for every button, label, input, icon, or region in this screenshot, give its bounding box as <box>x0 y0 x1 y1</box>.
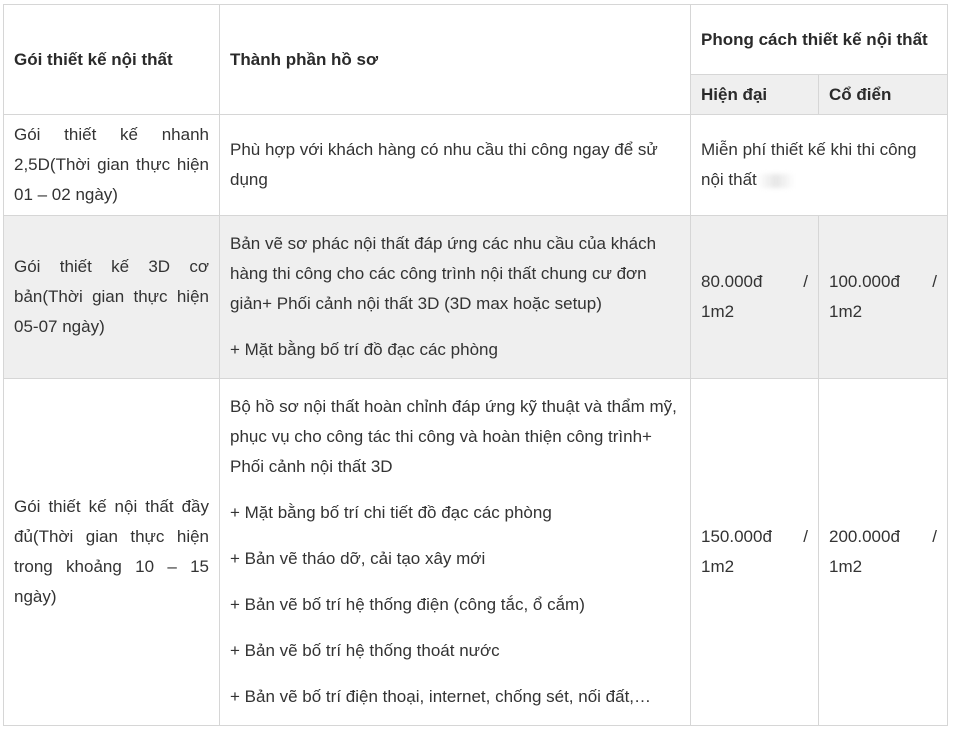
package-name: Gói thiết kế nội thất đầy đủ(Thời gian thực hiện trong khoảng 10 – 15 ngày) <box>4 379 220 726</box>
free-design-text: Miễn phí thiết kế khi thi công nội thất <box>701 140 917 189</box>
price-separator: / <box>803 527 808 546</box>
docs-line: + Bản vẽ bố trí điện thoại, internet, chống sét, nối đất,… <box>230 687 652 706</box>
header-docs: Thành phần hồ sơ <box>220 5 691 115</box>
docs-line: + Mặt bằng bố trí chi tiết đồ đạc các phòng <box>230 503 552 522</box>
price-amount: 80.000đ <box>701 272 763 291</box>
blurred-text <box>757 174 795 188</box>
header-package: Gói thiết kế nội thất <box>4 5 220 115</box>
price-unit: 1m2 <box>701 302 735 321</box>
package-docs <box>220 379 691 726</box>
docs-line: + Mặt bằng bố trí đồ đạc các phòng <box>230 340 498 359</box>
docs-line: Bản vẽ sơ phác nội thất đáp ứng các nhu cầu của khách hàng thi công cho các công trình nội thất chung cư đơn giản+ Phối cảnh nội thất 3D (3D max hoặc setup) <box>230 234 657 313</box>
table-row <box>4 115 948 216</box>
package-docs <box>220 216 691 379</box>
package-name: Gói thiết kế nhanh 2,5D(Thời gian thực hiện 01 – 02 ngày) <box>4 115 220 216</box>
docs-line: Phù hợp với khách hàng có nhu cầu thi công ngay để sử dụng <box>230 140 658 189</box>
header-style: Phong cách thiết kế nội thất <box>691 5 948 75</box>
price-separator: / <box>803 272 808 291</box>
price-separator: / <box>932 272 937 291</box>
classic-price <box>819 216 948 379</box>
free-design-note <box>691 115 948 216</box>
modern-price <box>691 216 819 379</box>
classic-price <box>819 379 948 726</box>
docs-line: Bộ hồ sơ nội thất hoàn chỉnh đáp ứng kỹ thuật và thẩm mỹ, phục vụ cho công tác thi công và hoàn thiện công trình+ Phối cảnh nội thất 3D <box>230 397 677 476</box>
price-unit: 1m2 <box>701 557 735 576</box>
package-docs <box>220 115 691 216</box>
price-amount: 200.000đ <box>829 527 900 546</box>
table-row <box>4 379 948 726</box>
header-classic: Cổ điển <box>819 75 948 115</box>
modern-price <box>691 379 819 726</box>
docs-line: + Bản vẽ tháo dỡ, cải tạo xây mới <box>230 549 486 568</box>
pricing-table <box>3 4 948 726</box>
price-amount: 150.000đ <box>701 527 772 546</box>
docs-line: + Bản vẽ bố trí hệ thống thoát nước <box>230 641 500 660</box>
price-separator: / <box>932 527 937 546</box>
price-amount: 100.000đ <box>829 272 900 291</box>
docs-line: + Bản vẽ bố trí hệ thống điện (công tắc, ổ cắm) <box>230 595 585 614</box>
package-name: Gói thiết kế 3D cơ bản(Thời gian thực hiện 05-07 ngày) <box>4 216 220 379</box>
price-unit: 1m2 <box>829 557 863 576</box>
price-unit: 1m2 <box>829 302 863 321</box>
header-modern: Hiện đại <box>691 75 819 115</box>
table-row <box>4 216 948 379</box>
